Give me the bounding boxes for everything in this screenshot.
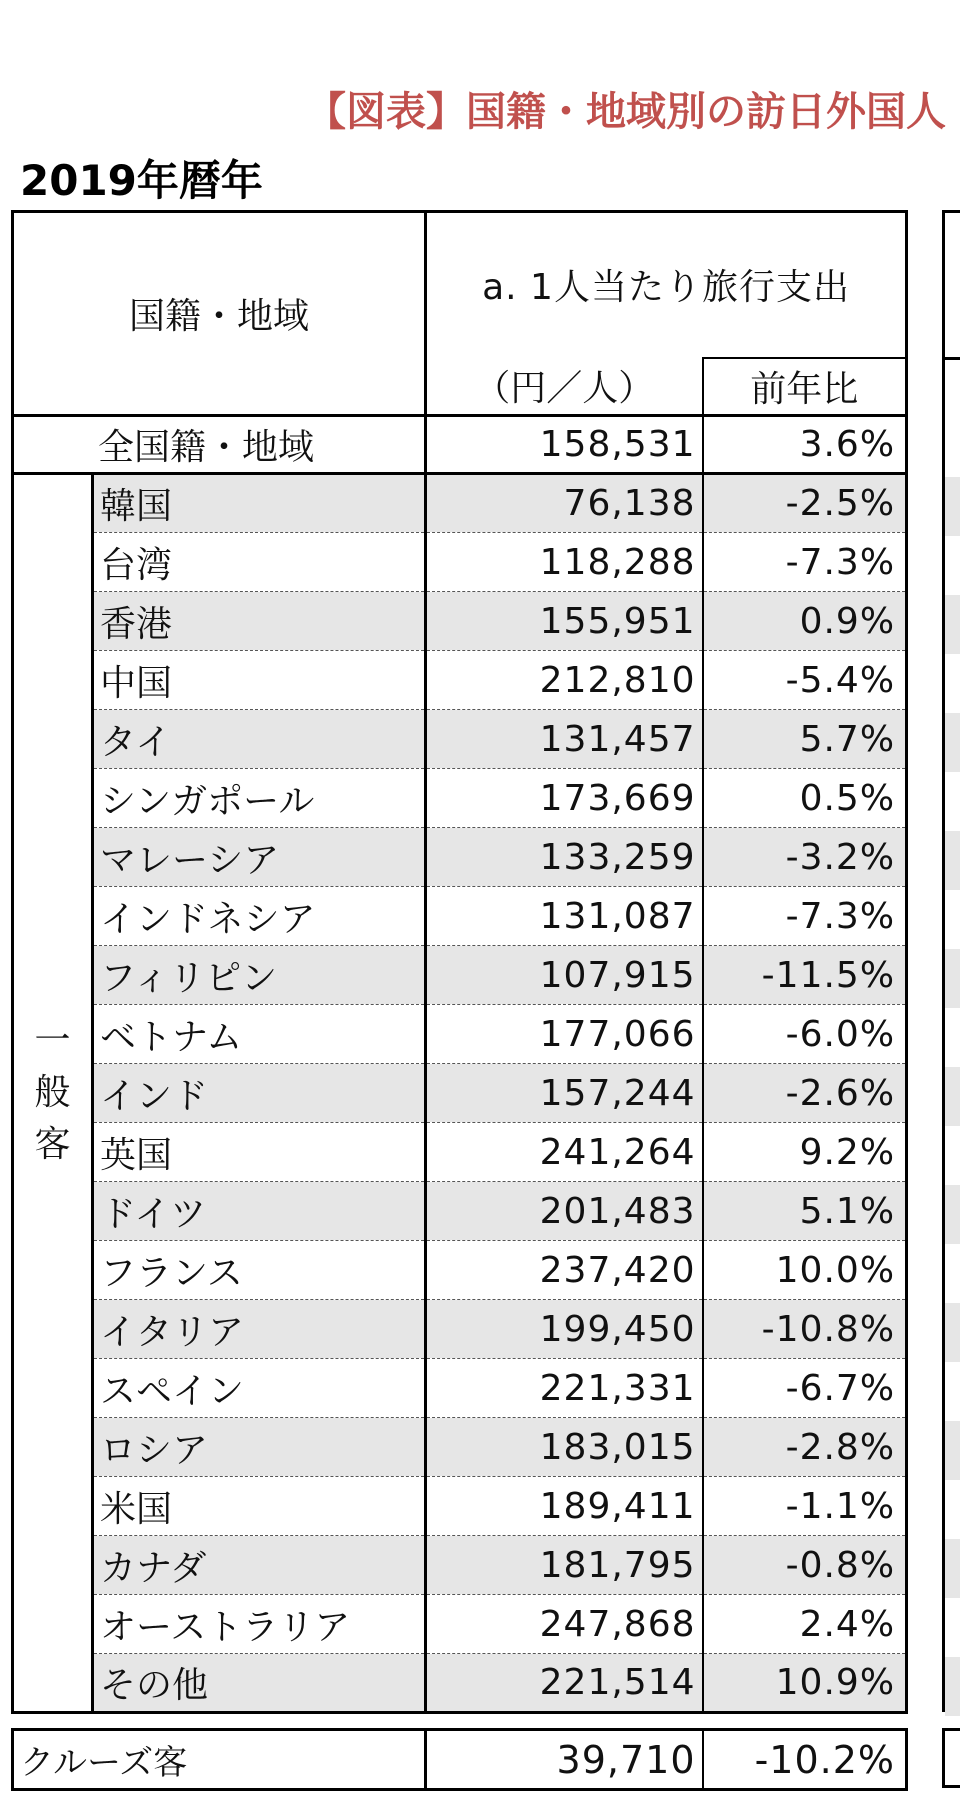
spending-value: 133,259: [426, 828, 703, 887]
general-visitors-char: 一: [34, 1020, 71, 1061]
adjacent-table-edge: [942, 210, 960, 1712]
country-name: 中国: [93, 651, 426, 710]
table-row: [13, 1064, 907, 1123]
adjacent-row-shade: [945, 1185, 960, 1244]
spending-value: 241,264: [426, 1123, 703, 1182]
table-row: [13, 1477, 907, 1536]
general-visitors-label: [13, 474, 93, 1713]
yoy-ratio: 0.9%: [703, 592, 907, 651]
country-name: ドイツ: [93, 1182, 426, 1241]
spending-value: 199,450: [426, 1300, 703, 1359]
country-name: スペイン: [93, 1359, 426, 1418]
table-row: [13, 1300, 907, 1359]
country-name: 英国: [93, 1123, 426, 1182]
yoy-ratio: -0.8%: [703, 1536, 907, 1595]
country-name: 台湾: [93, 533, 426, 592]
country-name: フランス: [93, 1241, 426, 1300]
table-row: [13, 1595, 907, 1654]
header-country-region: 国籍・地域: [13, 212, 426, 416]
country-name: インド: [93, 1064, 426, 1123]
country-name: インドネシア: [93, 887, 426, 946]
cruise-ratio: -10.2%: [703, 1730, 907, 1790]
country-name: マレーシア: [93, 828, 426, 887]
cruise-row: [13, 1730, 907, 1790]
yoy-ratio: -7.3%: [703, 887, 907, 946]
spending-value: 221,514: [426, 1654, 703, 1713]
table-row: [13, 887, 907, 946]
table-row: [13, 1654, 907, 1713]
adjacent-row-shade: [945, 1539, 960, 1598]
yoy-ratio: -10.8%: [703, 1300, 907, 1359]
country-name: 韓国: [93, 474, 426, 533]
figure-title: 【図表】国籍・地域別の訪日外国人: [306, 89, 946, 135]
table-row: [13, 1359, 907, 1418]
spending-value: 237,420: [426, 1241, 703, 1300]
adjacent-row-shade: [945, 713, 960, 772]
adjacent-row-shade: [945, 1421, 960, 1480]
spending-value: 201,483: [426, 1182, 703, 1241]
table-row: [13, 946, 907, 1005]
yoy-ratio: -2.5%: [703, 474, 907, 533]
spending-value: 177,066: [426, 1005, 703, 1064]
spending-value: 189,411: [426, 1477, 703, 1536]
table-row: [13, 1123, 907, 1182]
yoy-ratio: -6.0%: [703, 1005, 907, 1064]
yoy-ratio: 10.0%: [703, 1241, 907, 1300]
table-row: [13, 1536, 907, 1595]
spending-table: [11, 210, 908, 1714]
adjacent-row-shade: [945, 1303, 960, 1362]
yoy-ratio: 10.9%: [703, 1654, 907, 1713]
yoy-ratio: -2.6%: [703, 1064, 907, 1123]
country-name: イタリア: [93, 1300, 426, 1359]
yoy-ratio: -5.4%: [703, 651, 907, 710]
header-unit: （円／人）: [426, 358, 703, 416]
yoy-ratio: 5.1%: [703, 1182, 907, 1241]
year-label: 2019年暦年: [20, 156, 263, 205]
yoy-ratio: 9.2%: [703, 1123, 907, 1182]
header-yoy: 前年比: [703, 358, 907, 416]
general-visitors-char: 般: [34, 1072, 71, 1113]
spending-value: 76,138: [426, 474, 703, 533]
country-name: ベトナム: [93, 1005, 426, 1064]
adjacent-row-shade: [945, 831, 960, 890]
total-value: 158,531: [426, 416, 703, 474]
table-row: [13, 1182, 907, 1241]
spending-value: 107,915: [426, 946, 703, 1005]
adjacent-row-shade: [945, 949, 960, 1008]
spending-value: 181,795: [426, 1536, 703, 1595]
table-row: [13, 1418, 907, 1477]
adjacent-row-shade: [945, 1657, 960, 1716]
spending-value: 247,868: [426, 1595, 703, 1654]
table-row: [13, 1241, 907, 1300]
total-row: [13, 416, 907, 474]
adjacent-row-shade: [945, 1067, 960, 1126]
table-row: [13, 828, 907, 887]
adjacent-cruise-edge: [942, 1728, 960, 1788]
yoy-ratio: 5.7%: [703, 710, 907, 769]
header-row: [13, 212, 907, 358]
header-spending-per-person: a. 1人当たり旅行支出: [426, 212, 907, 358]
yoy-ratio: 2.4%: [703, 1595, 907, 1654]
spending-value: 131,087: [426, 887, 703, 946]
spending-value: 183,015: [426, 1418, 703, 1477]
country-name: カナダ: [93, 1536, 426, 1595]
yoy-ratio: 0.5%: [703, 769, 907, 828]
adjacent-row-shade: [945, 477, 960, 536]
country-name: シンガポール: [93, 769, 426, 828]
yoy-ratio: -1.1%: [703, 1477, 907, 1536]
table-row: [13, 1005, 907, 1064]
spending-value: 173,669: [426, 769, 703, 828]
country-name: 香港: [93, 592, 426, 651]
yoy-ratio: -6.7%: [703, 1359, 907, 1418]
table-row: [13, 769, 907, 828]
cruise-label: クルーズ客: [13, 1730, 426, 1790]
country-name: ロシア: [93, 1418, 426, 1477]
spending-value: 221,331: [426, 1359, 703, 1418]
table-row: [13, 533, 907, 592]
country-name: その他: [93, 1654, 426, 1713]
country-name: フィリピン: [93, 946, 426, 1005]
general-visitors-char: 客: [34, 1124, 71, 1165]
spending-value: 131,457: [426, 710, 703, 769]
country-name: 米国: [93, 1477, 426, 1536]
table-row: [13, 474, 907, 533]
table-row: [13, 651, 907, 710]
table-row: [13, 592, 907, 651]
spending-value: 118,288: [426, 533, 703, 592]
cruise-value: 39,710: [426, 1730, 703, 1790]
yoy-ratio: -11.5%: [703, 946, 907, 1005]
adjacent-row-shade: [945, 595, 960, 654]
spending-value: 212,810: [426, 651, 703, 710]
total-ratio: 3.6%: [703, 416, 907, 474]
yoy-ratio: -3.2%: [703, 828, 907, 887]
country-name: オーストラリア: [93, 1595, 426, 1654]
country-name: タイ: [93, 710, 426, 769]
cruise-table: [11, 1728, 908, 1791]
yoy-ratio: -2.8%: [703, 1418, 907, 1477]
table-row: [13, 710, 907, 769]
adjacent-header-line: [945, 357, 960, 360]
total-label: 全国籍・地域: [13, 416, 426, 474]
yoy-ratio: -7.3%: [703, 533, 907, 592]
spending-value: 157,244: [426, 1064, 703, 1123]
spending-value: 155,951: [426, 592, 703, 651]
